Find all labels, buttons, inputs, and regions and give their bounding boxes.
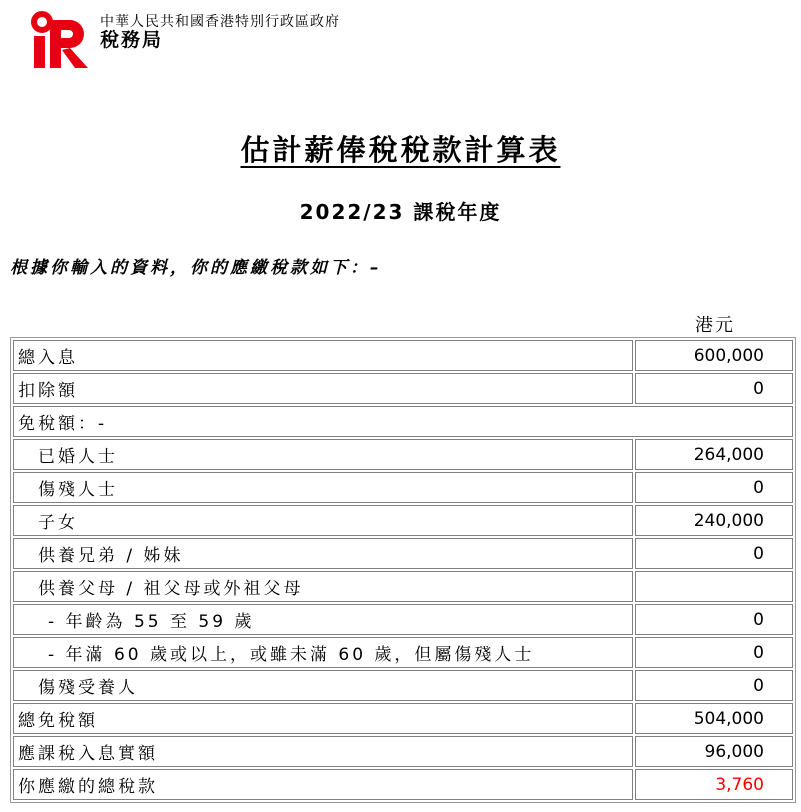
page-title: 估計薪俸稅稅款計算表	[240, 133, 561, 167]
tax-calculation-table	[10, 337, 796, 803]
total-tax-amount: 3,760	[635, 769, 793, 800]
table-row	[13, 439, 793, 470]
table-row	[13, 340, 793, 371]
row-amount: 0	[635, 472, 793, 503]
ird-logo	[30, 10, 92, 70]
row-label: 扣除額	[13, 373, 633, 404]
section-heading: 免稅額：-	[13, 406, 793, 437]
agency-name	[100, 14, 340, 52]
row-amount	[635, 571, 793, 602]
row-amount: 600,000	[635, 340, 793, 371]
row-label: 供養父母 / 祖父母或外祖父母	[13, 571, 633, 602]
table-row	[13, 571, 793, 602]
row-label: 總入息	[13, 340, 633, 371]
table-row	[13, 670, 793, 701]
government-name: 中華人民共和國香港特別行政區政府	[100, 14, 340, 30]
row-amount: 264,000	[635, 439, 793, 470]
row-label: - 年滿 60 歲或以上，或雖未滿 60 歲，但屬傷殘人士	[13, 637, 633, 668]
row-amount: 0	[635, 670, 793, 701]
row-label: - 年齡為 55 至 59 歲	[13, 604, 633, 635]
row-amount: 0	[635, 538, 793, 569]
table-row	[13, 373, 793, 404]
intro-text: 根據你輸入的資料，你的應繳稅款如下：–	[10, 258, 382, 278]
department-name: 稅務局	[100, 29, 164, 52]
table-row	[13, 736, 793, 767]
row-label: 傷殘人士	[13, 472, 633, 503]
table-row	[13, 505, 793, 536]
row-amount: 0	[635, 637, 793, 668]
row-amount: 504,000	[635, 703, 793, 734]
table-row	[13, 406, 793, 437]
year-of-assessment: 2022/23 課稅年度	[299, 200, 502, 224]
row-label: 傷殘受養人	[13, 670, 633, 701]
row-label: 應課稅入息實額	[13, 736, 633, 767]
row-label: 你應繳的總稅款	[13, 769, 633, 800]
table-row	[13, 604, 793, 635]
row-label: 供養兄弟 / 姊妹	[13, 538, 633, 569]
row-label: 子女	[13, 505, 633, 536]
table-row	[13, 472, 793, 503]
row-amount: 0	[635, 373, 793, 404]
row-label: 已婚人士	[13, 439, 633, 470]
table-row	[13, 703, 793, 734]
table-row	[13, 538, 793, 569]
row-amount: 96,000	[635, 736, 793, 767]
row-label: 總免稅額	[13, 703, 633, 734]
row-amount: 0	[635, 604, 793, 635]
row-amount: 240,000	[635, 505, 793, 536]
table-row	[13, 769, 793, 800]
table-row	[13, 637, 793, 668]
currency-label: 港元	[695, 315, 735, 336]
